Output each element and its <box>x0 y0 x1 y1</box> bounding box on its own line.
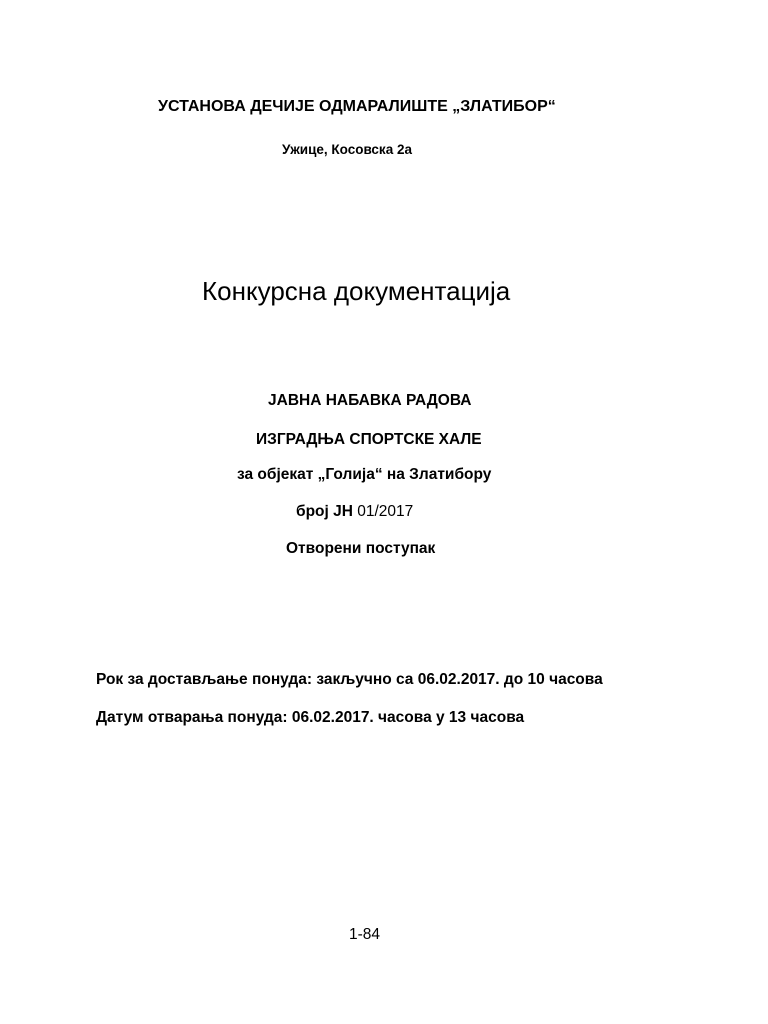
document-title: Конкурсна документација <box>202 276 511 306</box>
procurement-subject: ИЗГРАДЊА СПОРТСКЕ ХАЛЕ <box>256 431 482 448</box>
procurement-object: за објекат „Голија“ на Златибору <box>237 466 492 483</box>
page-number: 1-84 <box>349 926 381 943</box>
submission-deadline: Рок за достављање понуда: закључно са 06.02.2017. до 10 часова <box>96 671 603 688</box>
procurement-number-label: број ЈН <box>296 503 353 520</box>
procurement-number <box>296 503 413 521</box>
institution-name: УСТАНОВА ДЕЧИЈЕ ОДМАРАЛИШТЕ „ЗЛАТИБОР“ <box>158 98 556 115</box>
procurement-number-value: 01/2017 <box>357 503 414 520</box>
institution-address: Ужице, Косовска 2а <box>282 142 412 157</box>
opening-date: Датум отварања понуда: 06.02.2017. часова у 13 часова <box>96 709 525 726</box>
procurement-procedure: Отворени поступак <box>286 540 436 557</box>
procurement-type: ЈАВНА НАБАВКА РАДОВА <box>268 392 472 409</box>
